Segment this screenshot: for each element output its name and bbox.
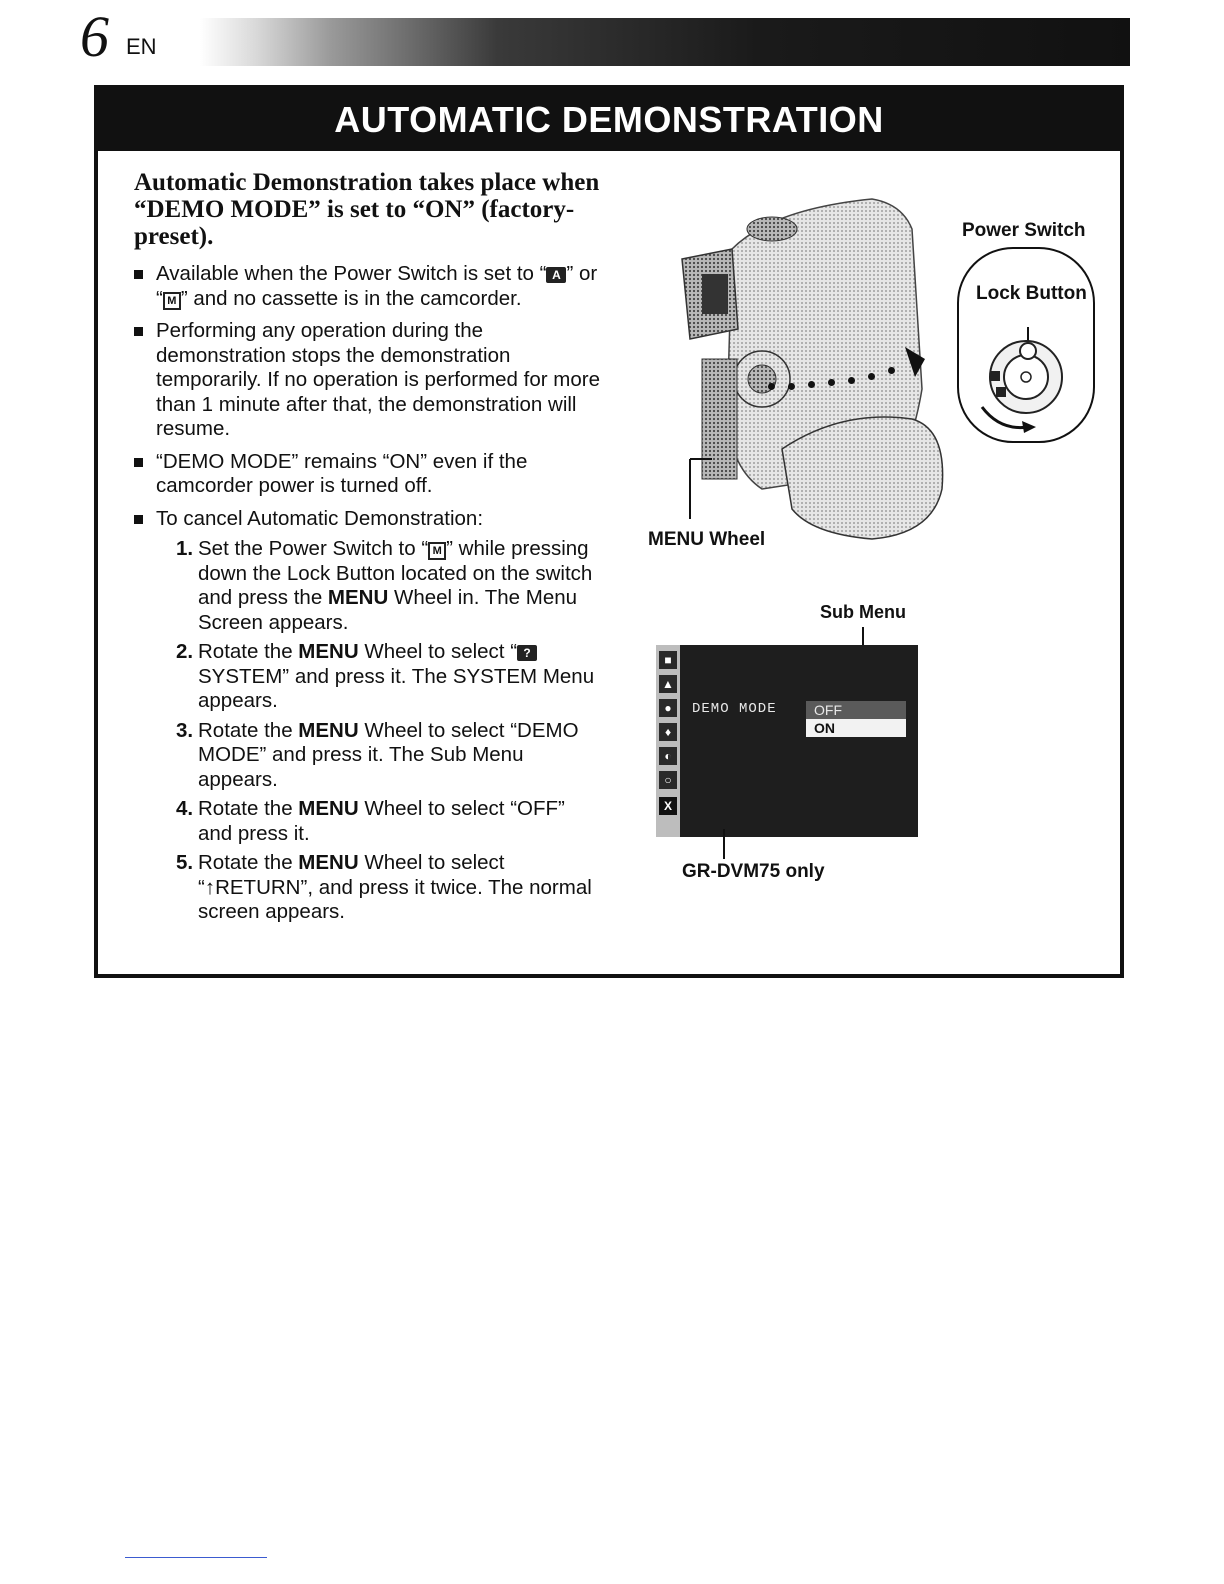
lock-button-label: Lock Button bbox=[976, 283, 1087, 304]
intro-heading: Automatic Demonstration takes place when “DEMO MODE” is set to “ON” (factory-preset). bbox=[134, 169, 600, 250]
bullet-text: Available when the Power Switch is set to “ bbox=[156, 262, 547, 285]
system-icon: ♦ bbox=[659, 723, 677, 741]
option-on: ON bbox=[806, 719, 906, 737]
menu-word: MENU bbox=[298, 797, 359, 820]
option-off: OFF bbox=[806, 701, 906, 719]
settings-icon: ○ bbox=[659, 771, 677, 789]
wipe-icon: ▲ bbox=[659, 675, 677, 693]
pointer-dot bbox=[848, 377, 855, 384]
step-text: Rotate the bbox=[198, 718, 299, 742]
text-column bbox=[134, 169, 604, 933]
return-arrow-icon: ↑ bbox=[204, 875, 216, 899]
menu-word: MENU bbox=[298, 640, 359, 663]
manual-mode-icon: M bbox=[428, 542, 446, 560]
language-code: EN bbox=[126, 34, 157, 59]
bullet-text: “DEMO MODE” remains “ON” even if the camcorder power is turned off. bbox=[156, 449, 528, 497]
bullet-text: To cancel Automatic Demonstration: bbox=[156, 506, 484, 530]
step-item bbox=[176, 851, 604, 925]
step-text: Wheel in. The Menu Screen appears. bbox=[198, 586, 578, 634]
bullet-item bbox=[134, 507, 604, 925]
page-header bbox=[80, 6, 1130, 68]
step-text: Set the Power Switch to “ bbox=[198, 537, 429, 560]
step-text: ” while pressing down the Lock Button located on the switch and press the bbox=[198, 537, 593, 609]
step-number: 4. bbox=[176, 797, 194, 820]
menu-wheel-label: MENU Wheel bbox=[648, 529, 766, 550]
step-text: RETURN”, and press it twice. The normal screen appears. bbox=[198, 875, 592, 923]
pointer-dot bbox=[888, 367, 895, 374]
step-number: 2. bbox=[176, 640, 194, 663]
bullet-text: ” and no cassette is in the camcorder. bbox=[180, 286, 522, 310]
step-item bbox=[176, 719, 604, 793]
pointer-dot bbox=[768, 383, 775, 390]
menu-word: MENU bbox=[298, 718, 359, 742]
auto-mode-icon: A bbox=[546, 267, 566, 283]
content-frame bbox=[94, 85, 1124, 978]
pointer-arrow-icon bbox=[903, 345, 927, 379]
demo-mode-item: DEMO MODE bbox=[692, 701, 777, 717]
power-switch-label: Power Switch bbox=[962, 220, 1086, 241]
step-text: Wheel to select “DEMO MODE” and press it. The Sub Menu appears. bbox=[198, 718, 579, 791]
step-item bbox=[176, 537, 604, 635]
bullet-item bbox=[134, 262, 604, 311]
menu-word: MENU bbox=[298, 851, 359, 874]
step-text: SYSTEM” and press it. The SYSTEM Menu appears. bbox=[198, 664, 595, 712]
step-text: Wheel to select “OFF” and press it. bbox=[198, 797, 565, 845]
model-leader-line bbox=[723, 829, 725, 859]
bullet-square-icon bbox=[134, 327, 143, 336]
step-number: 1. bbox=[176, 537, 194, 560]
step-number: 5. bbox=[176, 851, 194, 874]
menu-word: MENU bbox=[327, 586, 389, 609]
sub-menu-label: Sub Menu bbox=[820, 602, 906, 622]
page-number: 6 bbox=[80, 4, 109, 69]
menu-screen bbox=[656, 645, 918, 837]
pointer-dot bbox=[828, 379, 835, 386]
step-text: Rotate the bbox=[198, 797, 299, 820]
pointer-dot bbox=[788, 383, 795, 390]
step-text: Wheel to select “ bbox=[358, 640, 518, 663]
system-icon: ? bbox=[517, 645, 537, 661]
step-text: Rotate the bbox=[198, 851, 299, 874]
header-gradient-bar bbox=[200, 18, 1130, 66]
pointer-dot bbox=[868, 373, 875, 380]
camera-icon: ■ bbox=[659, 651, 677, 669]
step-item bbox=[176, 640, 604, 714]
step-text: Wheel to select “ bbox=[198, 851, 505, 899]
bullet-item bbox=[134, 319, 604, 442]
bullet-square-icon bbox=[134, 270, 143, 279]
manual-icon: ● bbox=[659, 699, 677, 717]
bullet-text: ” or “ bbox=[156, 262, 598, 310]
menu-side-icons bbox=[656, 645, 680, 837]
pointer-dot bbox=[808, 381, 815, 388]
step-item bbox=[176, 797, 604, 846]
bullet-item bbox=[134, 450, 604, 499]
bullet-text: Performing any operation during the demonstration stops the demonstration temporarily. If no operation is performed for more than 1 minute after that, the demonstration will resume. bbox=[156, 319, 600, 440]
step-text: Rotate the bbox=[198, 640, 299, 663]
power-dial-icon bbox=[976, 327, 1076, 437]
display-icon: ◐ bbox=[659, 747, 677, 765]
steps-list bbox=[176, 537, 604, 925]
manual-mode-icon: M bbox=[163, 292, 181, 310]
bullet-list bbox=[134, 262, 604, 925]
footer-rule bbox=[125, 1557, 267, 1558]
close-icon: X bbox=[659, 797, 677, 815]
section-title: AUTOMATIC DEMONSTRATION bbox=[98, 89, 1120, 151]
bullet-square-icon bbox=[134, 458, 143, 467]
step-number: 3. bbox=[176, 718, 194, 742]
bullet-square-icon bbox=[134, 515, 143, 524]
model-note-label: GR-DVM75 only bbox=[682, 861, 825, 882]
